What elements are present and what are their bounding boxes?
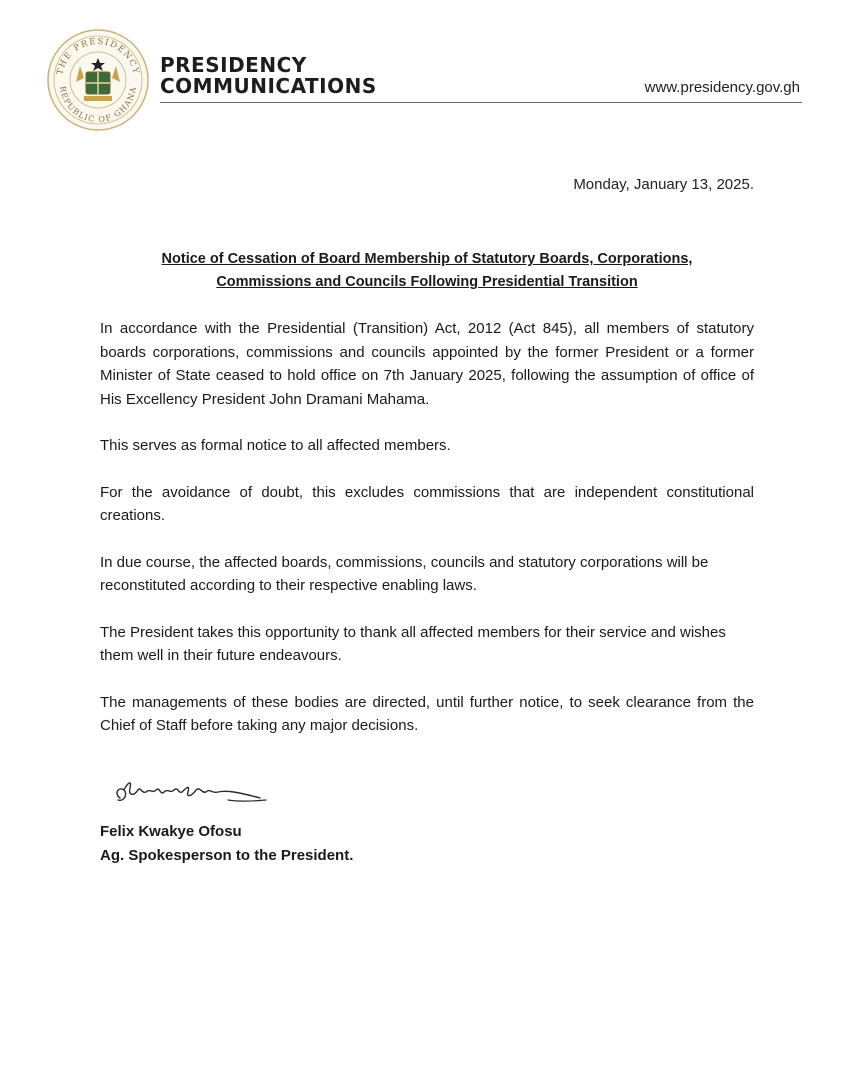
brand-wordmark	[160, 55, 377, 97]
notice-body	[100, 317, 754, 761]
notice-title-line-1: Notice of Cessation of Board Membership of Statutory Boards, Corporations,	[161, 251, 693, 267]
notice-title-line-2: Commissions and Councils Following Presidential Transition	[216, 274, 638, 290]
document-date: Monday, January 13, 2025.	[573, 176, 754, 193]
body-paragraph: In due course, the affected boards, commissions, councils and statutory corporations will be reconstituted according to their respective enabling laws.	[100, 553, 709, 594]
body-paragraph: This serves as formal notice to all affected members.	[100, 437, 451, 454]
notice-title	[60, 248, 794, 294]
body-paragraph: The President takes this opportunity to thank all affected members for their service and wishes them well in their future endeavours.	[100, 623, 726, 664]
body-paragraph: In accordance with the Presidential (Transition) Act, 2012 (Act 845), all members of statutory boards corporations, commissions and councils appointed by the former President or a former Minister of State ceased to hold office on 7th January 2025, following the assumption of office of His Excellency President John Dramani Mahama.	[100, 320, 754, 408]
handwritten-signature	[110, 774, 270, 814]
svg-text:REPUBLIC OF GHANA: REPUBLIC OF GHANA	[57, 85, 139, 125]
body-paragraph: For the avoidance of doubt, this excludes commissions that are independent constitutional creations.	[100, 483, 754, 524]
brand-line-1: PRESIDENCY	[160, 53, 307, 77]
body-paragraph: The managements of these bodies are directed, until further notice, to seek clearance from the Chief of Staff before taking any major decisions.	[100, 693, 754, 734]
signatory-block	[100, 820, 353, 868]
presidency-seal-logo	[46, 28, 150, 132]
svg-text:THE PRESIDENCY: THE PRESIDENCY	[55, 36, 141, 76]
website-url[interactable]: www.presidency.gov.gh	[644, 79, 800, 96]
header-divider	[160, 102, 802, 103]
signatory-title: Ag. Spokesperson to the President.	[100, 847, 354, 864]
signatory-name: Felix Kwakye Ofosu	[100, 823, 242, 840]
brand-line-2: COMMUNICATIONS	[160, 74, 377, 98]
